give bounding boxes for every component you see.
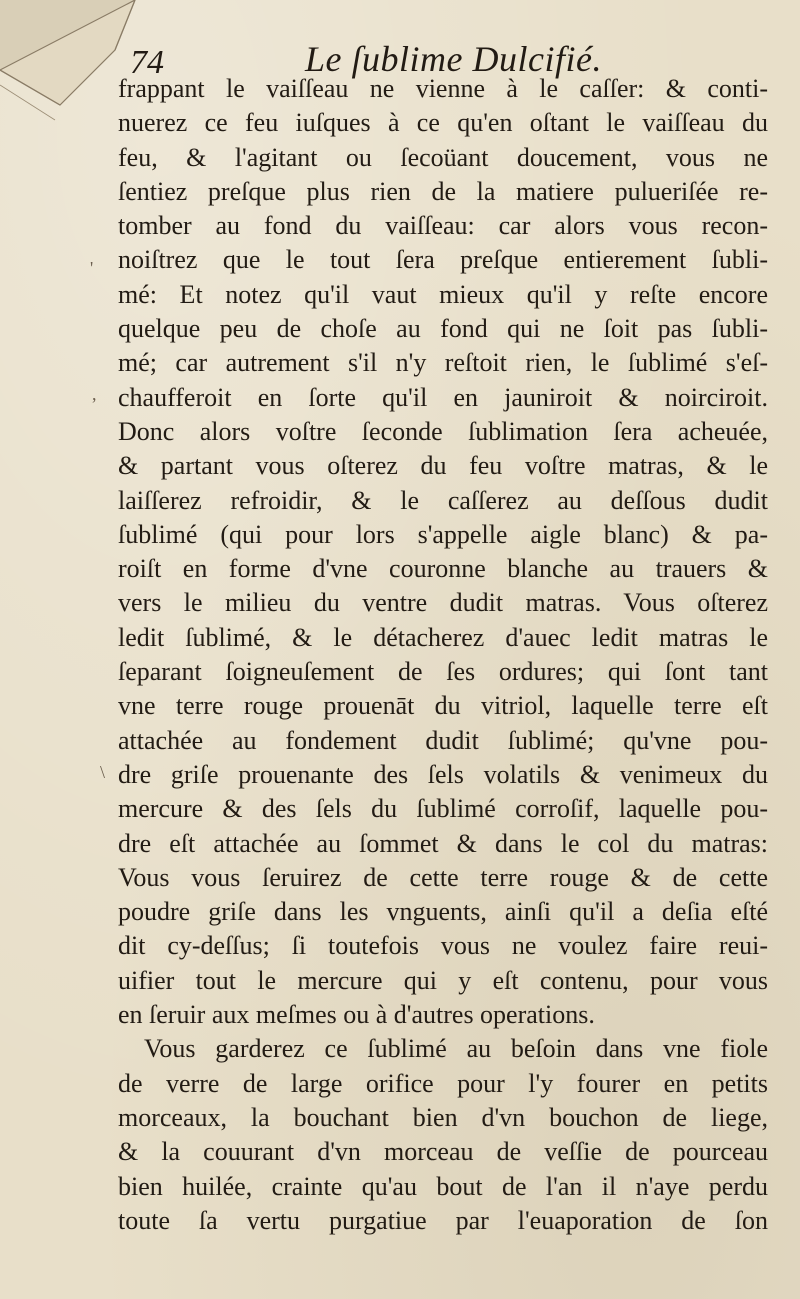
running-title: Le ſublime Dulcifié. <box>305 39 602 79</box>
body-text <box>118 72 768 1238</box>
text-line: vers le milieu du ventre dudit matras. Vous oſterez <box>118 588 768 618</box>
text-line: feu, & l'agitant ou ſecoüant doucement, vous ne <box>118 142 768 172</box>
margin-mark: ' <box>90 258 94 278</box>
text-line: Vous garderez ce ſublimé au beſoin dans vne fiole <box>144 1034 768 1064</box>
margin-mark: \ <box>100 762 106 782</box>
text-line: chaufferoit en ſorte qu'il en jauniroit & noirciroit. <box>118 382 768 412</box>
text-line: mé; car autrement s'il n'y reſtoit rien, le ſublimé s'eſ- <box>118 348 768 378</box>
text-line: & partant vous oſterez du feu voſtre matras, & le <box>118 451 768 481</box>
text-line: laiſſerez refroidir, & le caſſerez au deſſous dudit <box>118 485 768 515</box>
text-line: attachée au fondement dudit ſublimé; qu'vne pou- <box>118 725 768 755</box>
text-line: en ſeruir aux meſmes ou à d'autres operations. <box>118 1000 595 1030</box>
page-number: 74 <box>130 44 164 81</box>
text-line: mercure & des ſels du ſublimé corroſif, laquelle pou- <box>118 794 768 824</box>
margin-mark: , <box>92 384 97 404</box>
text-line: noiſtrez que le tout ſera preſque entierement ſubli- <box>118 245 768 275</box>
text-line: ledit ſublimé, & le détacherez d'auec ledit matras le <box>118 622 768 652</box>
text-line: poudre griſe dans les vnguents, ainſi qu'il a deſia eſté <box>118 897 768 927</box>
text-line: mé: Et notez qu'il vaut mieux qu'il y reſte encore <box>118 279 768 309</box>
text-line: dre griſe prouenante des ſels volatils & venimeux du <box>118 759 768 789</box>
text-line: morceaux, la bouchant bien d'vn bouchon de liege, <box>118 1102 768 1132</box>
text-line: & la couurant d'vn morceau de veſſie de pourceau <box>118 1137 768 1167</box>
text-line: ſeparant ſoigneuſement de ſes ordures; qui ſont tant <box>118 657 768 687</box>
text-line: quelque peu de choſe au fond qui ne ſoit pas ſubli- <box>118 314 768 344</box>
text-line: uifier tout le mercure qui y eſt contenu, pour vous <box>118 965 768 995</box>
text-line: Donc alors voſtre ſeconde ſublimation ſera acheuée, <box>118 416 768 446</box>
text-line: dit cy-deſſus; ſi toutefois vous ne voulez faire reui- <box>118 931 768 961</box>
text-line: ſublimé (qui pour lors s'appelle aigle blanc) & pa- <box>118 519 768 549</box>
text-line: toute ſa vertu purgatiue par l'euaporation de ſon <box>118 1205 768 1235</box>
text-line: Vous vous ſeruirez de cette terre rouge & de cette <box>118 862 768 892</box>
text-line: frappant le vaiſſeau ne vienne à le caſſer: & conti- <box>118 74 768 103</box>
text-line: ſentiez preſque plus rien de la matiere pulueriſée re- <box>118 176 768 206</box>
text-line: roiſt en forme d'vne couronne blanche au trauers & <box>118 554 768 584</box>
text-line: de verre de large orifice pour l'y fourer en petits <box>118 1068 768 1098</box>
text-line: tomber au fond du vaiſſeau: car alors vous recon- <box>118 211 768 241</box>
text-line: vne terre rouge prouenāt du vitriol, laquelle terre eſt <box>118 691 768 721</box>
text-line: bien huilée, crainte qu'au bout de l'an il n'aye perdu <box>118 1171 768 1201</box>
text-line: nuerez ce feu iuſques à ce qu'en oſtant le vaiſſeau du <box>118 108 768 138</box>
text-line: dre eſt attachée au ſommet & dans le col du matras: <box>118 828 768 858</box>
